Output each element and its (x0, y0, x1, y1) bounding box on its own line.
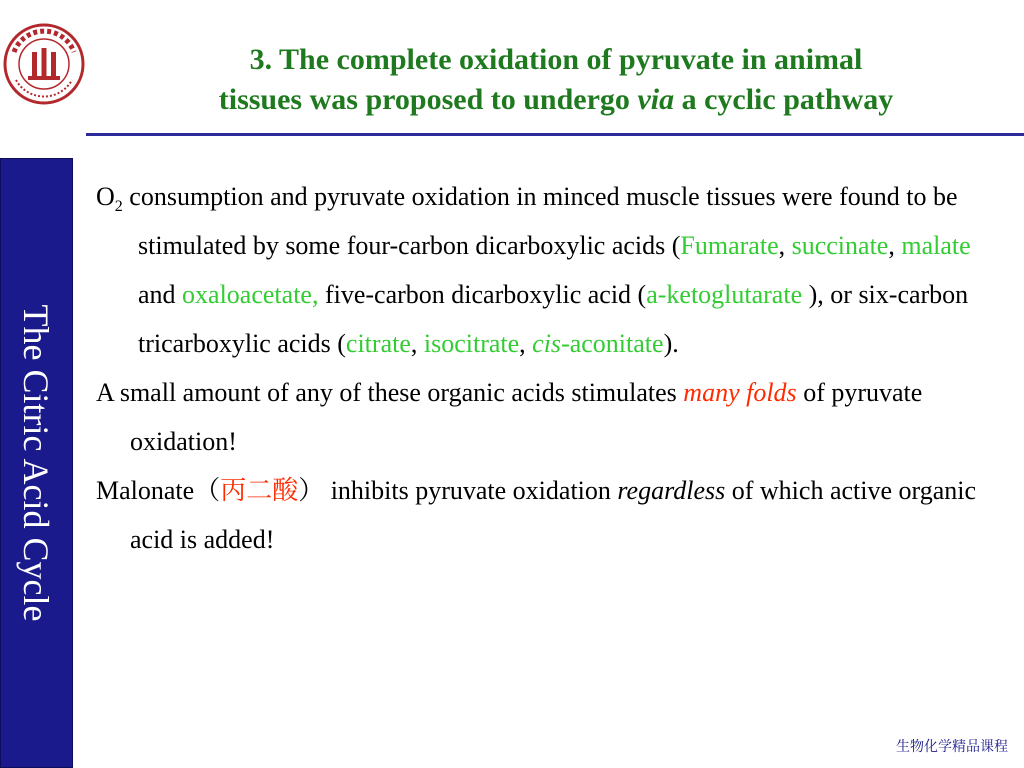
text: of pyruvate oxidation! (130, 378, 923, 456)
text: ） inhibits pyruvate oxidation (298, 476, 618, 505)
title-via: via (637, 83, 675, 116)
title-line-2 (100, 80, 1012, 120)
text: consumption and pyruvate oxidation in minced muscle tissues were found to be stimulated by some four-carbon dicarboxylic acids ( (122, 182, 958, 260)
title-text-a: tissues was proposed to undergo (218, 83, 638, 116)
acid-succinate: succinate (791, 231, 889, 260)
text-o: O (96, 182, 115, 211)
text-subscript-2: 2 (114, 198, 123, 216)
emphasis-regardless: regardless (617, 476, 726, 505)
text: , (778, 231, 792, 260)
acid-ketoglutarate: a-ketoglutarate (646, 280, 803, 309)
paragraph-malonate (96, 466, 1006, 564)
acid-citrate: citrate (345, 329, 411, 358)
text: , (888, 231, 902, 260)
title-line-1: 3. The complete oxidation of pyruvate in animal (249, 43, 863, 76)
acid-isocitrate: isocitrate (423, 329, 520, 358)
slide-title (100, 40, 1012, 120)
acid-fumarate: Fumarate (680, 231, 779, 260)
acid-cis-prefix: cis (532, 329, 562, 358)
slide-body (96, 172, 1006, 564)
text: and (138, 280, 183, 309)
paragraph-small-amount (96, 368, 1006, 466)
text: five-carbon dicarboxylic acid ( (318, 280, 647, 309)
title-text-b: a cyclic pathway (674, 83, 894, 116)
acid-oxaloacetate: oxaloacetate, (182, 280, 319, 309)
acid-malate: malate (901, 231, 971, 260)
acid-aconitate: -aconitate (561, 329, 664, 358)
emphasis-many-folds: many folds (683, 378, 797, 407)
text: , (519, 329, 533, 358)
text: , (410, 329, 424, 358)
course-footer: 生物化学精品课程 (896, 739, 1008, 755)
text: A small amount of any of these organic acids stimulates (96, 378, 684, 407)
side-title: The Citric Acid Cycle (16, 304, 56, 622)
title-divider (86, 133, 1024, 136)
text: ). (663, 329, 679, 358)
text: of which active organic acid is added! (130, 476, 977, 554)
malonate-chinese-name: 丙二酸 (220, 476, 299, 505)
text: Malonate（ (96, 476, 221, 505)
paragraph-o2-consumption (96, 172, 1006, 368)
university-logo (2, 22, 86, 106)
text: ), or six-carbon tricarboxylic acids ( (138, 280, 969, 358)
